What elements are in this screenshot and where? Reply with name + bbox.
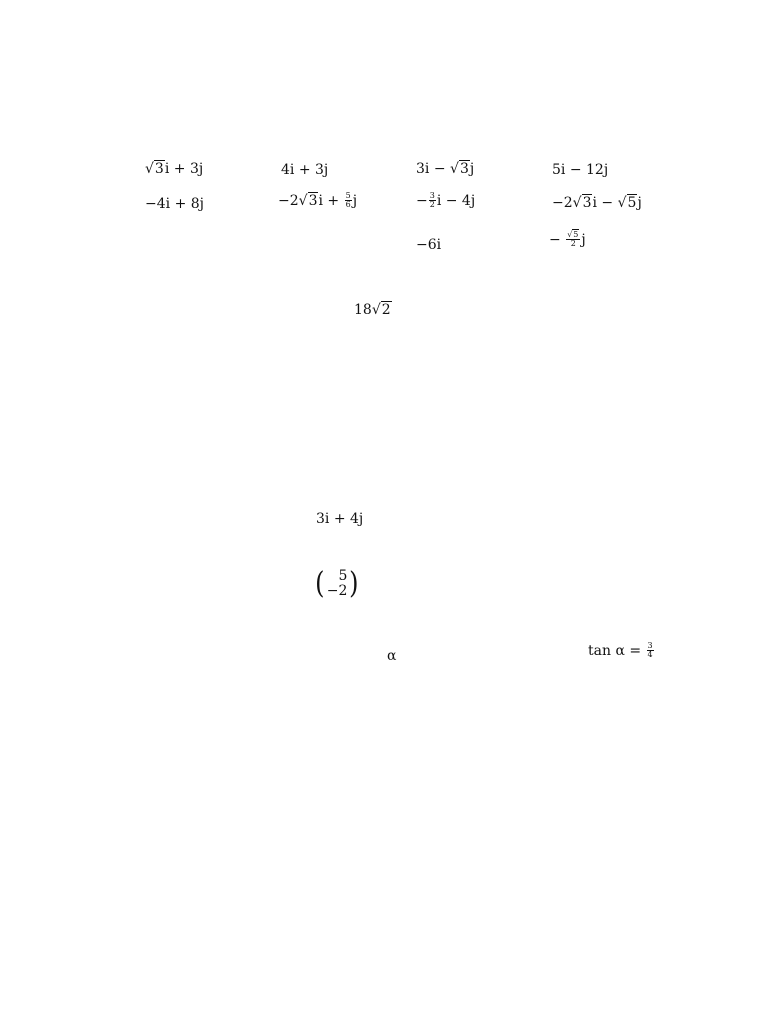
fraction: $\frac{3}{2}$ [429, 191, 435, 210]
fraction: $\frac{5}{6}$ [345, 191, 351, 210]
expr-r2-c1: −4i + 8j [145, 196, 204, 212]
sqrt: √5 [617, 195, 637, 211]
tan-alpha-expr: tan α = $\frac{3}{4}$ [588, 641, 653, 660]
fraction: $\frac{√5}{2}$ [567, 230, 579, 249]
sqrt: √3 [298, 192, 318, 209]
expr-r3-c4: − $\frac{√5}{2}$ j [549, 230, 586, 249]
fraction: $\frac{3}{4}$ [647, 641, 653, 660]
expr-r1-c4: 5i − 12j [552, 162, 609, 178]
right-paren: ) [349, 566, 359, 602]
expr-r1-c2: 4i + 3j [281, 162, 329, 178]
sqrt: √3 [145, 161, 164, 177]
expr-r2-c2: −2√3i + $\frac{5}{6}$ j [278, 191, 358, 210]
expr-r1-c1: √3i + 3j [145, 161, 204, 177]
expr-r3-c3: −6i [416, 237, 442, 253]
sqrt: √2 [371, 302, 391, 318]
sqrt: √5 [567, 230, 579, 239]
expr-r1-c3: 3i − √3j [416, 161, 475, 177]
column-vector: ( 5 −2 ) [315, 566, 359, 602]
magnitude-expr: 18√2 [354, 302, 391, 318]
expr-r2-c4: −2√3i − √5j [552, 195, 642, 211]
left-paren: ( [315, 566, 325, 602]
vector-ij-expr: 3i + 4j [316, 511, 364, 527]
alpha-symbol: α [387, 648, 397, 664]
sqrt: √3 [450, 161, 469, 177]
sqrt: √3 [572, 195, 592, 211]
expr-r2-c3: − $\frac{3}{2}$ i − 4j [416, 191, 476, 210]
